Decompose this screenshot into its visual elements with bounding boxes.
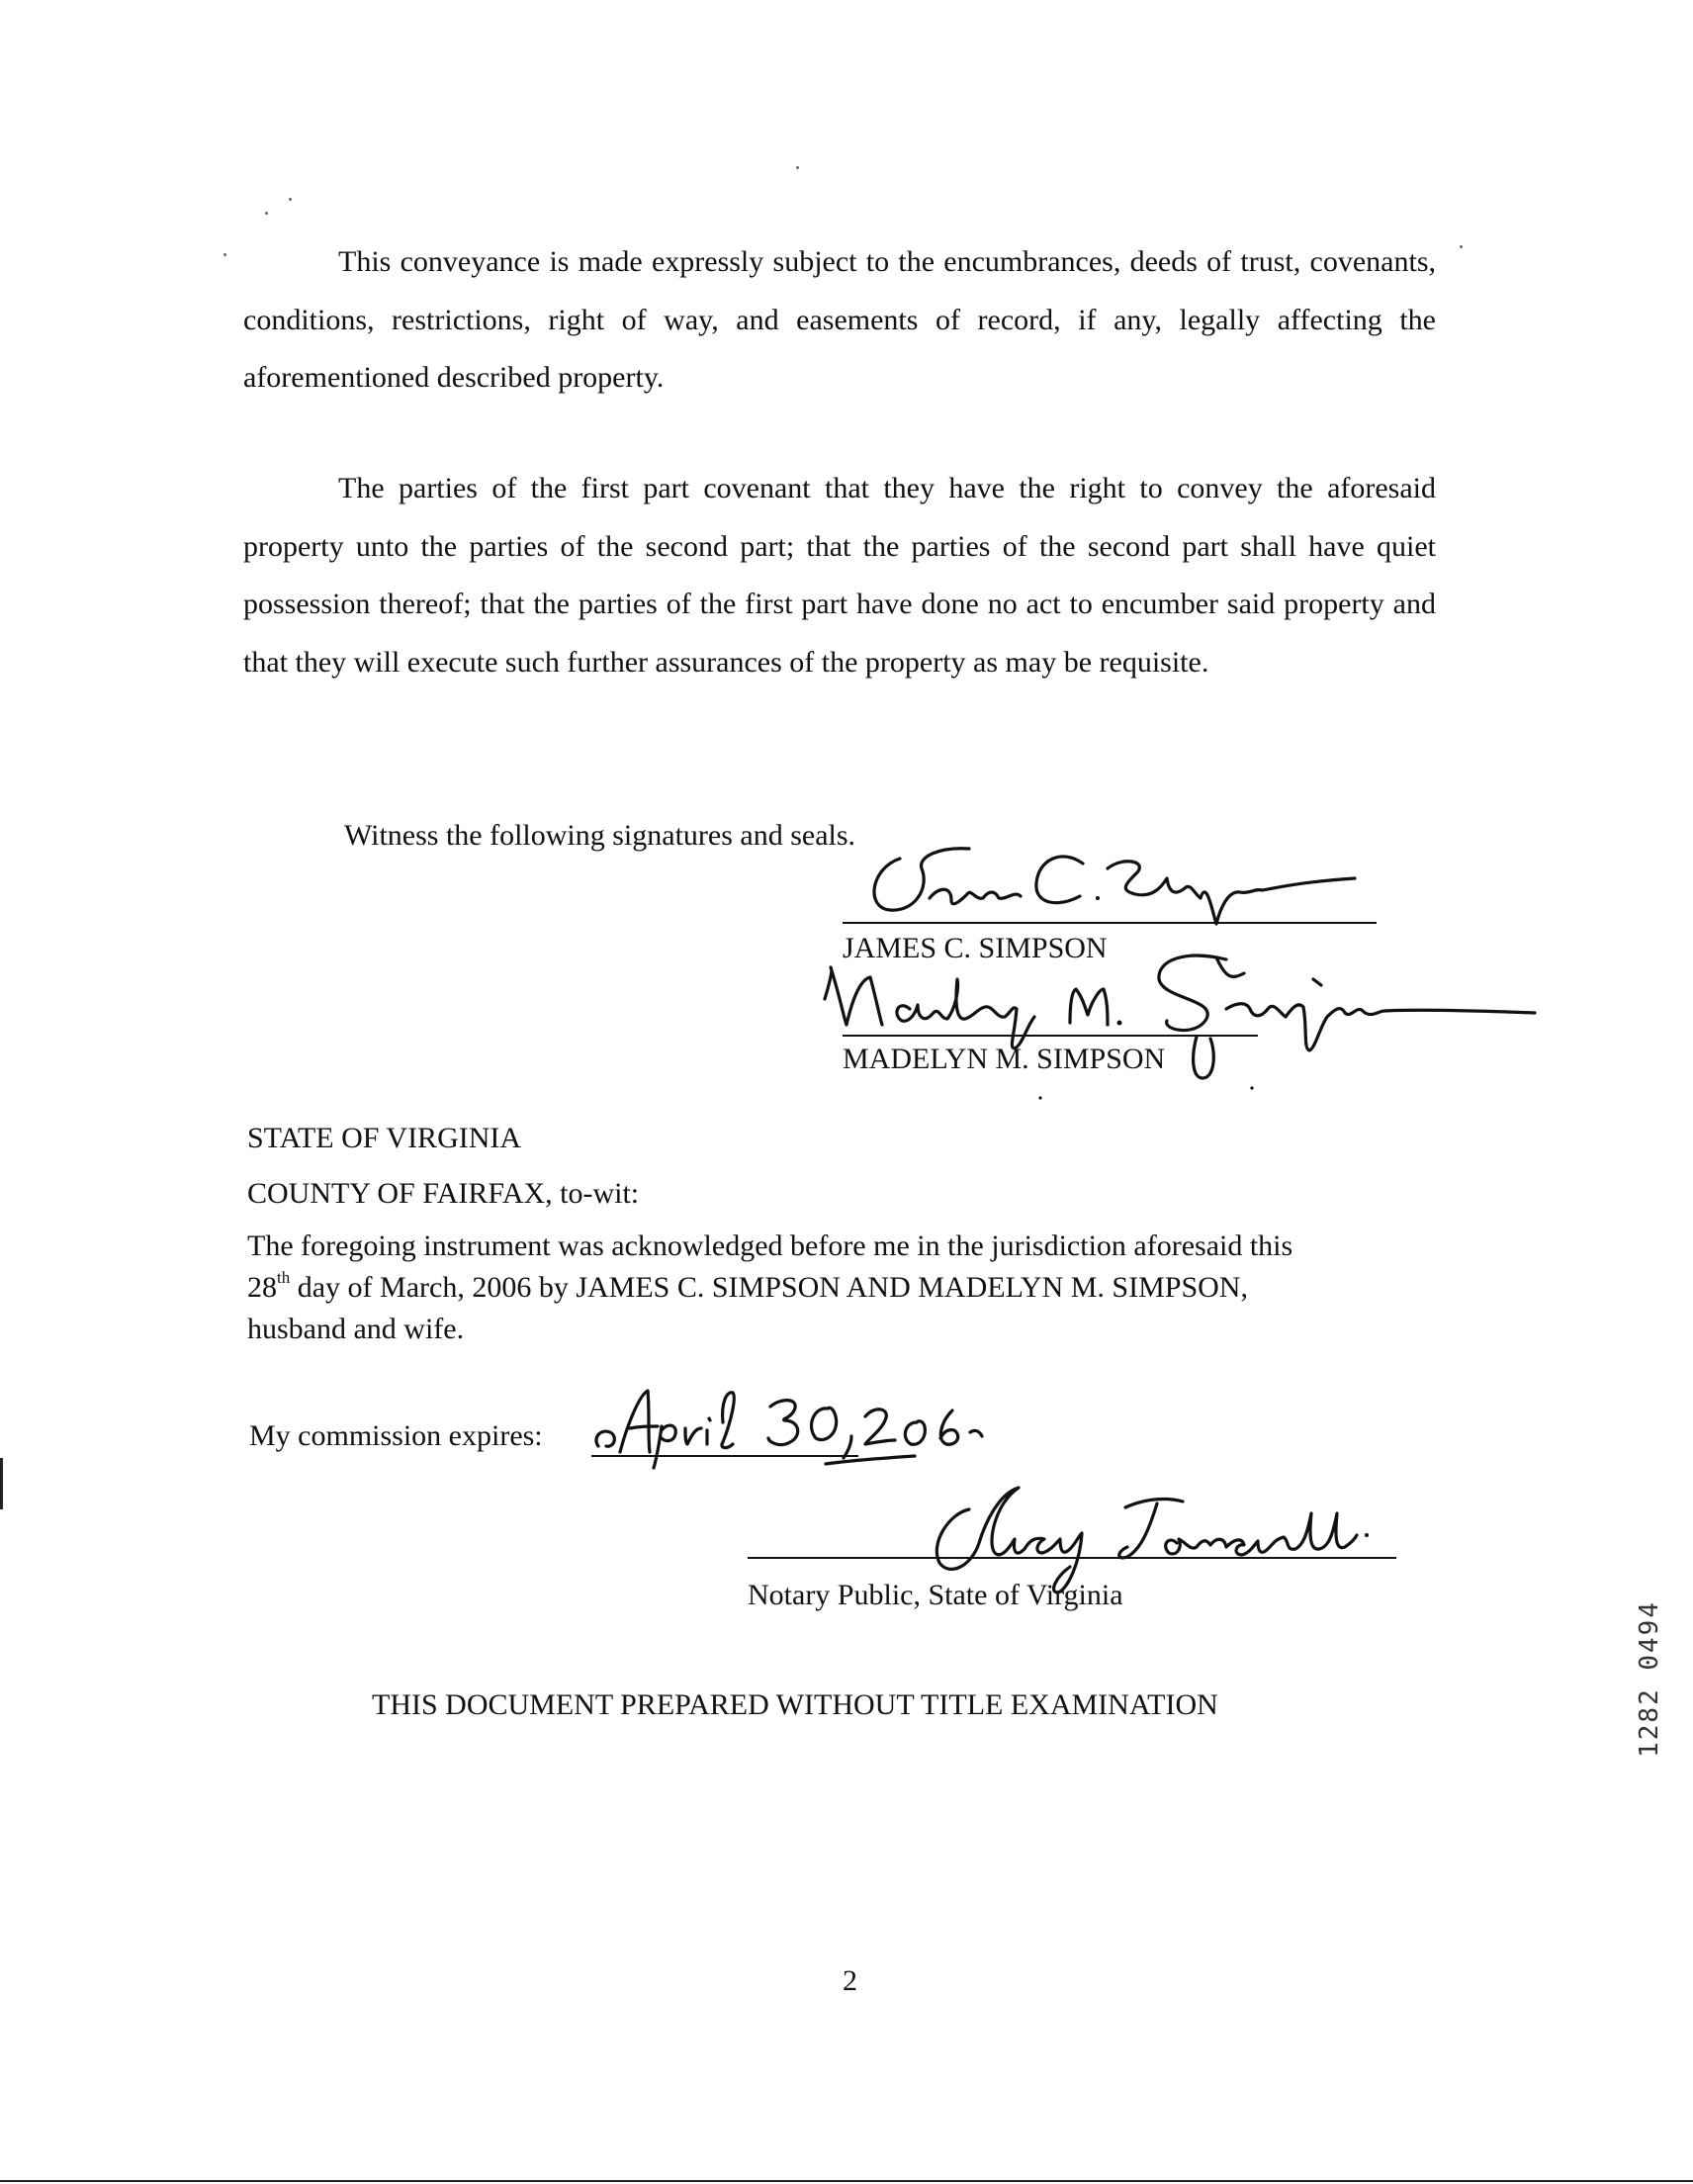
left-edge-scan-mark [0,1458,3,1509]
madelyn-simpson-name: MADELYN M. SIMPSON [843,1043,1166,1075]
acknowledgment-day: 28 [247,1271,277,1304]
acknowledgment-text-1: The foregoing instrument was acknowledged before me in the jurisdiction aforesaid this [247,1229,1293,1262]
title-examination-disclaimer: THIS DOCUMENT PREPARED WITHOUT TITLE EXAMINATION [372,1688,1218,1721]
acknowledgment-day-suffix: th [277,1268,291,1287]
acknowledgment-line-1 [247,1227,1442,1266]
james-simpson-signature [860,839,1375,928]
covenant-text: The parties of the first part covenant that they have the right to convey the aforesaid property unto the parties of the second part; that the parties of the second part shall have quiet possession thereof; that the parties of the first part have done no act to encumber said property and that they will execute such further assurances of the property as may be requisite. [243,472,1436,679]
scan-speck [223,253,226,256]
encumbrances-paragraph [243,233,1436,408]
notary-signature-line [748,1557,1396,1559]
acknowledgment-text-2: day of March, 2006 by JAMES C. SIMPSON AND MADELYN M. SIMPSON, [297,1271,1248,1304]
covenant-paragraph [243,460,1436,691]
james-simpson-name: JAMES C. SIMPSON [843,932,1108,964]
bottom-edge-scan-line [0,2180,1693,2182]
notary-title: Notary Public, State of Virginia [748,1579,1123,1611]
acknowledgment-line-3 [247,1310,1442,1349]
state-heading: STATE OF VIRGINIA [247,1122,522,1154]
scan-speck [289,198,292,201]
county-heading: COUNTY OF FAIRFAX, to-wit: [247,1177,640,1210]
scan-speck [1460,245,1463,248]
james-signature-line [843,922,1377,924]
acknowledgment-line-2 [247,1268,1442,1308]
page-number: 2 [843,1964,857,1997]
acknowledgment-text-3: husband and wife. [247,1313,465,1345]
commission-date-line [591,1455,858,1457]
scan-speck [796,166,799,169]
scan-speck [265,212,268,215]
recording-stamp: 1282 0494 [1635,1600,1664,1758]
witness-statement: Witness the following signatures and seals. [344,819,856,852]
commission-label: My commission expires: [249,1419,543,1452]
madelyn-signature-line [843,1035,1258,1037]
encumbrances-text: This conveyance is made expressly subject to the encumbrances, deeds of trust, covenants, conditions, restrictions, right of way, and easements of record, if any, legally affecting the aforementioned described property. [243,245,1436,394]
